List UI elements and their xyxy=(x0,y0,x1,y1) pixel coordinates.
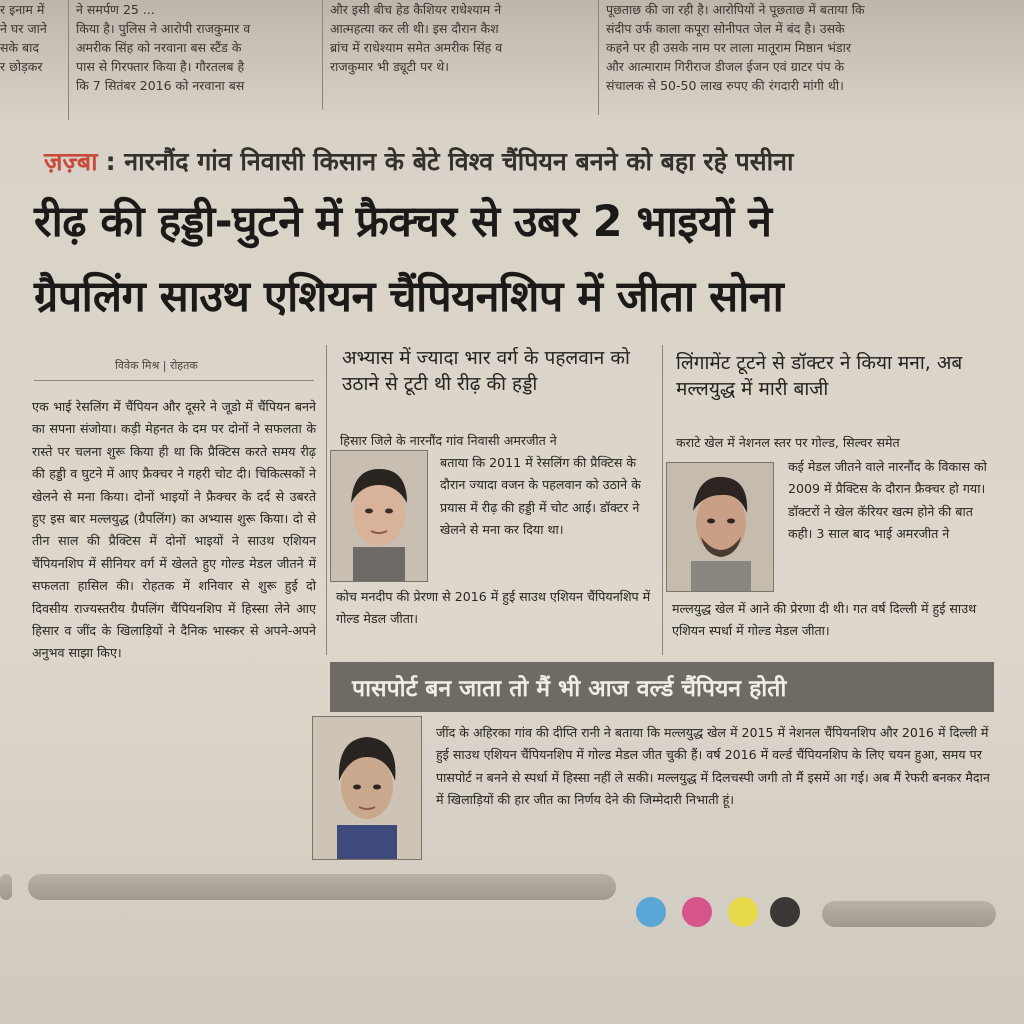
column-rule xyxy=(598,0,599,115)
sub2-heading: लिंगामेंट टूटने से डॉक्टर ने किया मना, अब मल्लयुद्ध में मारी बाजी xyxy=(676,352,963,400)
face-image xyxy=(667,463,773,591)
sub3-body: जींद के अहिरका गांव की दीप्ति रानी ने बताया कि मल्लयुद्ध खेल में 2015 में नेशनल चैंपियनशिप और 2016 में दिल्ली में हुई साउथ एशियन चैंपियनशिप में गोल्ड मेडल जीत चुकी हैं। वर्ष 2016 में वर्ल्ड चैंपियनशिप के लिए चयन हुआ, समय पर पासपोर्ट न बनने से स्पर्धा में हिस्सा नहीं ले सकी। मल्लयुद्ध में दिलचस्पी जगी तो मैं इसमें आ गई। अब मैं रेफरी बनकर मैदान में खिलाड़ियों की हार जीत का निर्णय देने की जिम्मेदारी निभाती हूं। xyxy=(436,725,990,808)
column-rule xyxy=(326,345,327,655)
byline-rule xyxy=(34,380,314,381)
kicker-tag: ज़ज़्बा xyxy=(44,147,98,176)
sub3-banner xyxy=(330,662,994,712)
kicker-text: : नारनौंद गांव निवासी किसान के बेटे विश्व चैंपियन बनने को बहा रहे पसीना xyxy=(105,147,794,176)
registration-dot-cyan xyxy=(636,897,666,927)
portrait-photo-deepti xyxy=(312,716,422,860)
sub1-heading: अभ्यास में ज्यादा भार वर्ग के पहलवान को उठाने से टूटी थी रीढ़ की हड्डी xyxy=(342,347,630,395)
registration-dot-yellow xyxy=(728,897,758,927)
top-fragment-col1: र इनाम में ने घर जाने सके बाद र छोड़कर xyxy=(0,2,47,74)
face-image xyxy=(331,451,427,581)
kicker-line xyxy=(44,144,1004,178)
sub2-body-side: कई मेडल जीतने वाले नारनौंद के विकास को 2009 में प्रैक्टिस के दौरान फ्रैक्चर हो गया। डॉक्टरों ने खेल कॅरियर खत्म होने की बात कही। 3 साल बाद भाई अमरजीत ने xyxy=(788,459,987,542)
portrait-photo-vikas xyxy=(666,462,774,592)
top-fragment-col2: ने समर्पण 25 ... किया है। पुलिस ने आरोपी राजकुमार व अमरीक सिंह को नरवाना बस स्टैंड के पास से गिरफ्तार किया है। गौरतलब है कि 7 सितंबर 2016 को नरवाना बस xyxy=(76,2,251,93)
face-image xyxy=(313,717,421,859)
top-fragment-col4: पूछताछ की जा रही है। आरोपियों ने पूछताछ में बताया कि संदीप उर्फ काला कपूरा सोनीपत जेल में बंद है। उसके कहने पर ही उसके नाम पर लाला मातूराम मिष्ठान भंडार और आत्माराम गिरीराज डीजल ईजन एवं ग्राटर पंप के संचालक से 50-50 लाख रुपए की रंगदारी मांगी थी। xyxy=(606,2,865,93)
decorative-bar-center xyxy=(28,874,616,900)
headline-line-1: रीढ़ की हड्डी-घुटने में फ्रैक्चर से उबर 2 भाइयों ने xyxy=(34,197,772,247)
decorative-bar-right xyxy=(822,901,996,927)
banner-heading: पासपोर्ट बन जाता तो मैं भी आज वर्ल्ड चैंपियन होती xyxy=(352,676,787,702)
portrait-photo-amarjeet xyxy=(330,450,428,582)
top-fragment-col3: और इसी बीच हेड कैशियर राधेश्याम ने आत्महत्या कर ली थी। इस दौरान कैश ब्रांच में राधेश्याम समेत अमरीक सिंह व राजकुमार भी ड्यूटी पर थे। xyxy=(330,2,503,74)
sub1-body-top: हिसार जिले के नारनौंद गांव निवासी अमरजीत ने xyxy=(340,433,557,448)
sub1-body-side: बताया कि 2011 में रेसलिंग की प्रैक्टिस के दौरान ज्यादा वजन के पहलवान को उठाने के प्रयास में रीढ़ की हड्डी में चोट आई। डॉक्टर ने खेलने से मना कर दिया था। xyxy=(440,455,641,538)
column-rule xyxy=(68,0,69,120)
headline-line-2: ग्रैपलिंग साउथ एशियन चैंपियनशिप में जीता सोना xyxy=(34,272,784,322)
registration-dot-black xyxy=(770,897,800,927)
intro-text: एक भाई रेसलिंग में चैंपियन और दूसरे ने जूडो में चैंपियन बनने का सपना संजोया। कड़ी मेहनत के दम पर दोनों ने सफलता के रास्ते पर चलना शुरू किया ही था कि प्रैक्टिस करते समय रीढ़ की हड्डी व घुटने में आए फ्रैक्चर ने गहरी चोट दी। चिकित्सकों ने खेलने से मना किया। दोनों भाइयों ने फ्रैक्चर के दर्द से उबरते हुए इस बार मल्लयुद्ध (ग्रैपलिंग) का अभ्यास शुरू किया। दो से तीन साल की प्रैक्टिस में दोनों भाइयों ने साउथ एशियन चैंपियनशिप में सीनियर वर्ग में खेलते हुए गोल्ड मेडल जीतने में सफलता हासिल की। रोहतक में शनिवार से शुरू हुई दो दिवसीय राज्यस्तरीय ग्रैपलिंग चैंपियनशिप में हिस्सा लेने आए हिसार व जींद के खिलाड़ियों ने दैनिक भास्कर से अपने-अपने अनुभव साझा किए। xyxy=(32,399,316,661)
intro-column xyxy=(32,396,316,866)
registration-dot-magenta xyxy=(682,897,712,927)
sub2-body-bottom: मल्लयुद्ध खेल में आने की प्रेरणा दी थी। गत वर्ष दिल्ली में हुई साउथ एशियन स्पर्धा में गोल्ड मेडल जीता। xyxy=(672,601,977,639)
column-rule xyxy=(662,345,663,655)
decorative-bar-left xyxy=(0,874,12,900)
byline: विवेक मिश्र | रोहतक xyxy=(115,359,198,372)
column-rule xyxy=(322,0,323,110)
sub2-body-top: कराटे खेल में नेशनल स्तर पर गोल्ड, सिल्वर समेत xyxy=(676,435,900,450)
sub1-body-bottom: कोच मनदीप की प्रेरणा से 2016 में हुई साउथ एशियन चैंपियनशिप में गोल्ड मेडल जीता। xyxy=(336,589,651,627)
